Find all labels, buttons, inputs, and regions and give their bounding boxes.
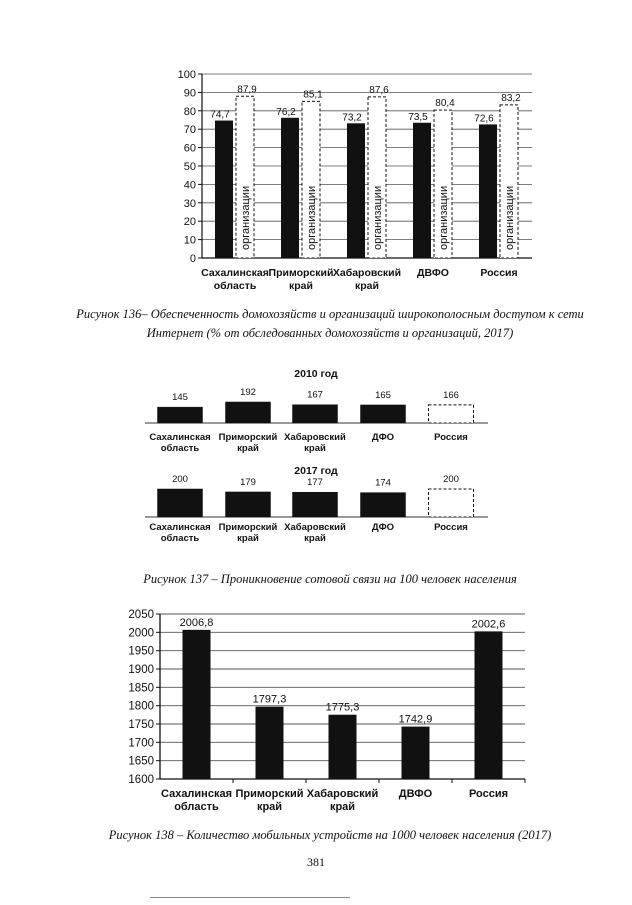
bar (429, 489, 474, 517)
bar (361, 405, 406, 423)
data-label: 2006,8 (179, 616, 214, 629)
data-label: 177 (307, 477, 323, 489)
bar (293, 405, 338, 423)
series-label: организации (306, 185, 318, 250)
y-tick-label: 2000 (128, 627, 154, 640)
fig136-category-label: Приморский (268, 267, 334, 279)
fig138-category-label: Хабаровский (306, 788, 379, 800)
bar (256, 707, 284, 779)
data-label: 179 (240, 476, 256, 488)
y-tick-label: 20 (183, 216, 196, 229)
data-label: 80,4 (435, 98, 455, 110)
y-tick-label: 100 (177, 69, 196, 81)
y-tick-label: 30 (183, 197, 196, 210)
y-tick-label: 10 (183, 234, 196, 247)
bar (226, 492, 271, 517)
data-label: 85,1 (303, 89, 323, 101)
fig136-category-label: Россия (480, 267, 518, 279)
fig138-category-label: Сахалинская (161, 788, 232, 800)
fig138-category-label: край (256, 801, 283, 813)
data-label: 74,7 (210, 109, 230, 121)
data-label: 192 (240, 387, 256, 398)
bar-households (413, 123, 431, 258)
series-label: организации (240, 185, 252, 250)
data-label: 73,5 (408, 111, 428, 123)
fig136-category-label: Сахалинская (201, 267, 269, 279)
fig137-category-label: Приморский (218, 432, 278, 443)
y-tick-label: 90 (183, 87, 196, 100)
series-label: организации (372, 185, 384, 250)
fig137-category-label: Россия (434, 432, 468, 443)
fig136-category-label: Хабаровский (332, 267, 402, 279)
data-label: 72,6 (474, 113, 494, 125)
fig138-category-label: Россия (468, 788, 509, 800)
bar (183, 630, 211, 779)
fig137-category-label: ДФО (371, 522, 395, 533)
y-tick-label: 50 (183, 161, 196, 173)
data-label: 1797,3 (252, 693, 287, 706)
fig137-category-label: край (237, 443, 259, 454)
y-tick-label: 80 (183, 105, 196, 118)
fig137-category-label: область (160, 533, 200, 544)
y-tick-label: 1750 (128, 719, 154, 731)
bar (429, 405, 474, 423)
data-label: 145 (172, 392, 188, 404)
series-label: организации (504, 185, 516, 250)
figure-138-caption: Рисунок 138 – Количество мобильных устройств на 1000 человек населения (2017) (108, 828, 552, 842)
data-label: 87,9 (237, 84, 257, 96)
bar (158, 407, 203, 423)
figure-137-caption: Рисунок 137 – Проникновение сотовой связи на 100 человек населения (143, 572, 517, 586)
data-label: 200 (172, 474, 188, 485)
y-tick-label: 1800 (128, 700, 154, 713)
fig137-category-label: Хабаровский (284, 522, 346, 533)
data-label: 174 (375, 477, 391, 489)
bar-households (215, 121, 233, 258)
chart-title: 2017 год (294, 465, 338, 477)
data-label: 2002,6 (471, 618, 506, 631)
bar (293, 492, 338, 517)
data-label: 200 (443, 474, 459, 485)
fig136-category-label: область (213, 280, 257, 292)
fig138-category-label: край (329, 801, 356, 813)
fig137-category-label: Приморский (218, 522, 278, 533)
data-label: 1775,3 (325, 701, 360, 714)
fig138-category-label: Приморский (235, 788, 304, 800)
fig137-category-label: область (160, 443, 200, 454)
fig136-category-label: ДВФО (417, 267, 449, 279)
chart-title: 2010 год (294, 368, 338, 380)
y-tick-label: 1950 (128, 645, 154, 658)
bar (226, 402, 271, 423)
data-label: 76,2 (276, 106, 296, 118)
data-label: 167 (307, 389, 323, 401)
bar (475, 631, 503, 779)
bar (158, 489, 203, 517)
fig137-category-label: Россия (434, 522, 468, 533)
bar (361, 493, 406, 517)
data-label: 165 (375, 389, 391, 401)
fig136-category-label: край (355, 280, 379, 292)
fig137-category-label: край (304, 533, 326, 544)
y-tick-label: 2050 (128, 609, 154, 621)
bar-households (479, 124, 497, 258)
data-label: 1742,9 (398, 713, 433, 726)
data-label: 73,2 (342, 112, 362, 124)
bar (329, 715, 357, 779)
y-tick-label: 70 (183, 124, 196, 137)
fig137-category-label: ДФО (371, 432, 395, 443)
data-label: 166 (443, 389, 459, 401)
y-tick-label: 1700 (128, 737, 154, 750)
fig138-category-label: область (174, 801, 219, 813)
y-tick-label: 40 (183, 179, 196, 192)
y-tick-label: 0 (189, 253, 196, 265)
y-tick-label: 1850 (128, 682, 154, 695)
fig137-category-label: край (304, 443, 326, 454)
y-tick-label: 1600 (128, 774, 154, 786)
bottom-rule (150, 897, 350, 898)
bar (402, 727, 430, 779)
page-number: 381 (307, 855, 325, 869)
figure-136-caption: Рисунок 136– Обеспеченность домохозяйств и организаций широкополосным доступом к сети Интернет (% от обследованных домохозяйств и организаций, 2017) (76, 307, 584, 340)
y-tick-label: 60 (183, 142, 196, 155)
fig138-category-label: ДВФО (398, 788, 433, 800)
fig137-category-label: Хабаровский (284, 432, 346, 443)
bar-households (281, 118, 299, 258)
fig137-category-label: Сахалинская (149, 432, 211, 443)
fig137-category-label: край (237, 533, 259, 544)
y-tick-label: 1900 (128, 664, 154, 676)
fig136-category-label: край (289, 280, 313, 292)
series-label: организации (438, 185, 450, 250)
data-label: 83,2 (501, 92, 521, 104)
y-tick-label: 1650 (128, 755, 154, 768)
bar-households (347, 123, 365, 258)
fig137-category-label: Сахалинская (149, 522, 211, 533)
data-label: 87,6 (369, 84, 389, 96)
